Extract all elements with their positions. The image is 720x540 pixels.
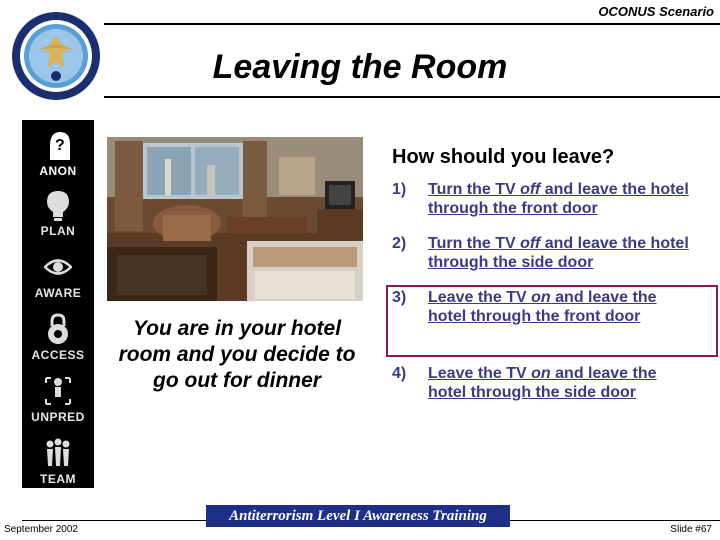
- hotel-room-photo: [107, 137, 363, 301]
- option-text-pre: Leave the TV: [428, 289, 532, 306]
- option-2[interactable]: [392, 234, 692, 272]
- option-1[interactable]: [392, 180, 692, 218]
- option-text-emphasis: off: [520, 181, 541, 198]
- option-text-pre: Turn the TV: [428, 181, 521, 198]
- footer-date: September 2002: [4, 524, 78, 535]
- icon-label: TEAM: [40, 472, 76, 486]
- title-divider: [104, 96, 720, 98]
- lightbulb-icon: [44, 188, 72, 222]
- option-number: 2): [392, 235, 407, 252]
- top-divider: [104, 23, 720, 25]
- option-text: [428, 180, 692, 218]
- option-text-emphasis: off: [520, 235, 541, 252]
- question-head-icon: [44, 128, 72, 162]
- icon-label: PLAN: [40, 224, 76, 238]
- unpred-tile: [22, 366, 94, 426]
- scatter-person-icon: [44, 374, 72, 408]
- team-tile: [22, 428, 94, 488]
- scenario-label: OCONUS Scenario: [598, 4, 714, 19]
- option-text-emphasis: on: [531, 289, 551, 306]
- option-4[interactable]: [392, 364, 692, 402]
- aware-tile: [22, 242, 94, 302]
- anon-tile: [22, 120, 94, 180]
- option-text: [428, 364, 692, 402]
- page-title: Leaving the Room: [212, 48, 508, 86]
- question-heading: How should you leave?: [392, 146, 615, 168]
- access-tile: [22, 304, 94, 364]
- option-number: 1): [392, 181, 407, 198]
- plan-tile: [22, 180, 94, 240]
- option-text-post: and leave the hotel through the side door: [428, 365, 657, 401]
- group-people-icon: [44, 436, 72, 470]
- option-3[interactable]: [392, 288, 692, 326]
- option-text-emphasis: on: [531, 365, 551, 382]
- slide-number: Slide #67: [670, 524, 712, 535]
- option-text: [428, 234, 692, 272]
- option-text-post: and leave the hotel through the side door: [428, 235, 689, 271]
- svg-text:?: ?: [55, 137, 65, 154]
- icon-label: ACCESS: [31, 348, 85, 362]
- option-text-post: and leave the hotel through the front door: [428, 181, 689, 217]
- dod-seal-icon: [10, 10, 102, 102]
- icon-column: [22, 120, 94, 488]
- option-number: 4): [392, 365, 407, 382]
- option-text-post: and leave the hotel through the front door: [428, 289, 657, 325]
- lock-icon: [44, 312, 72, 346]
- option-number: 3): [392, 289, 407, 306]
- training-banner: Antiterrorism Level I Awareness Training: [206, 505, 510, 527]
- option-text-pre: Turn the TV: [428, 235, 521, 252]
- scene-caption: You are in your hotel room and you decide to go out for dinner: [118, 317, 356, 392]
- option-text-pre: Leave the TV: [428, 365, 532, 382]
- option-text: [428, 288, 692, 326]
- icon-label: UNPRED: [31, 410, 85, 424]
- icon-label: ANON: [39, 164, 77, 178]
- eye-icon: [44, 250, 72, 284]
- icon-label: AWARE: [34, 286, 82, 300]
